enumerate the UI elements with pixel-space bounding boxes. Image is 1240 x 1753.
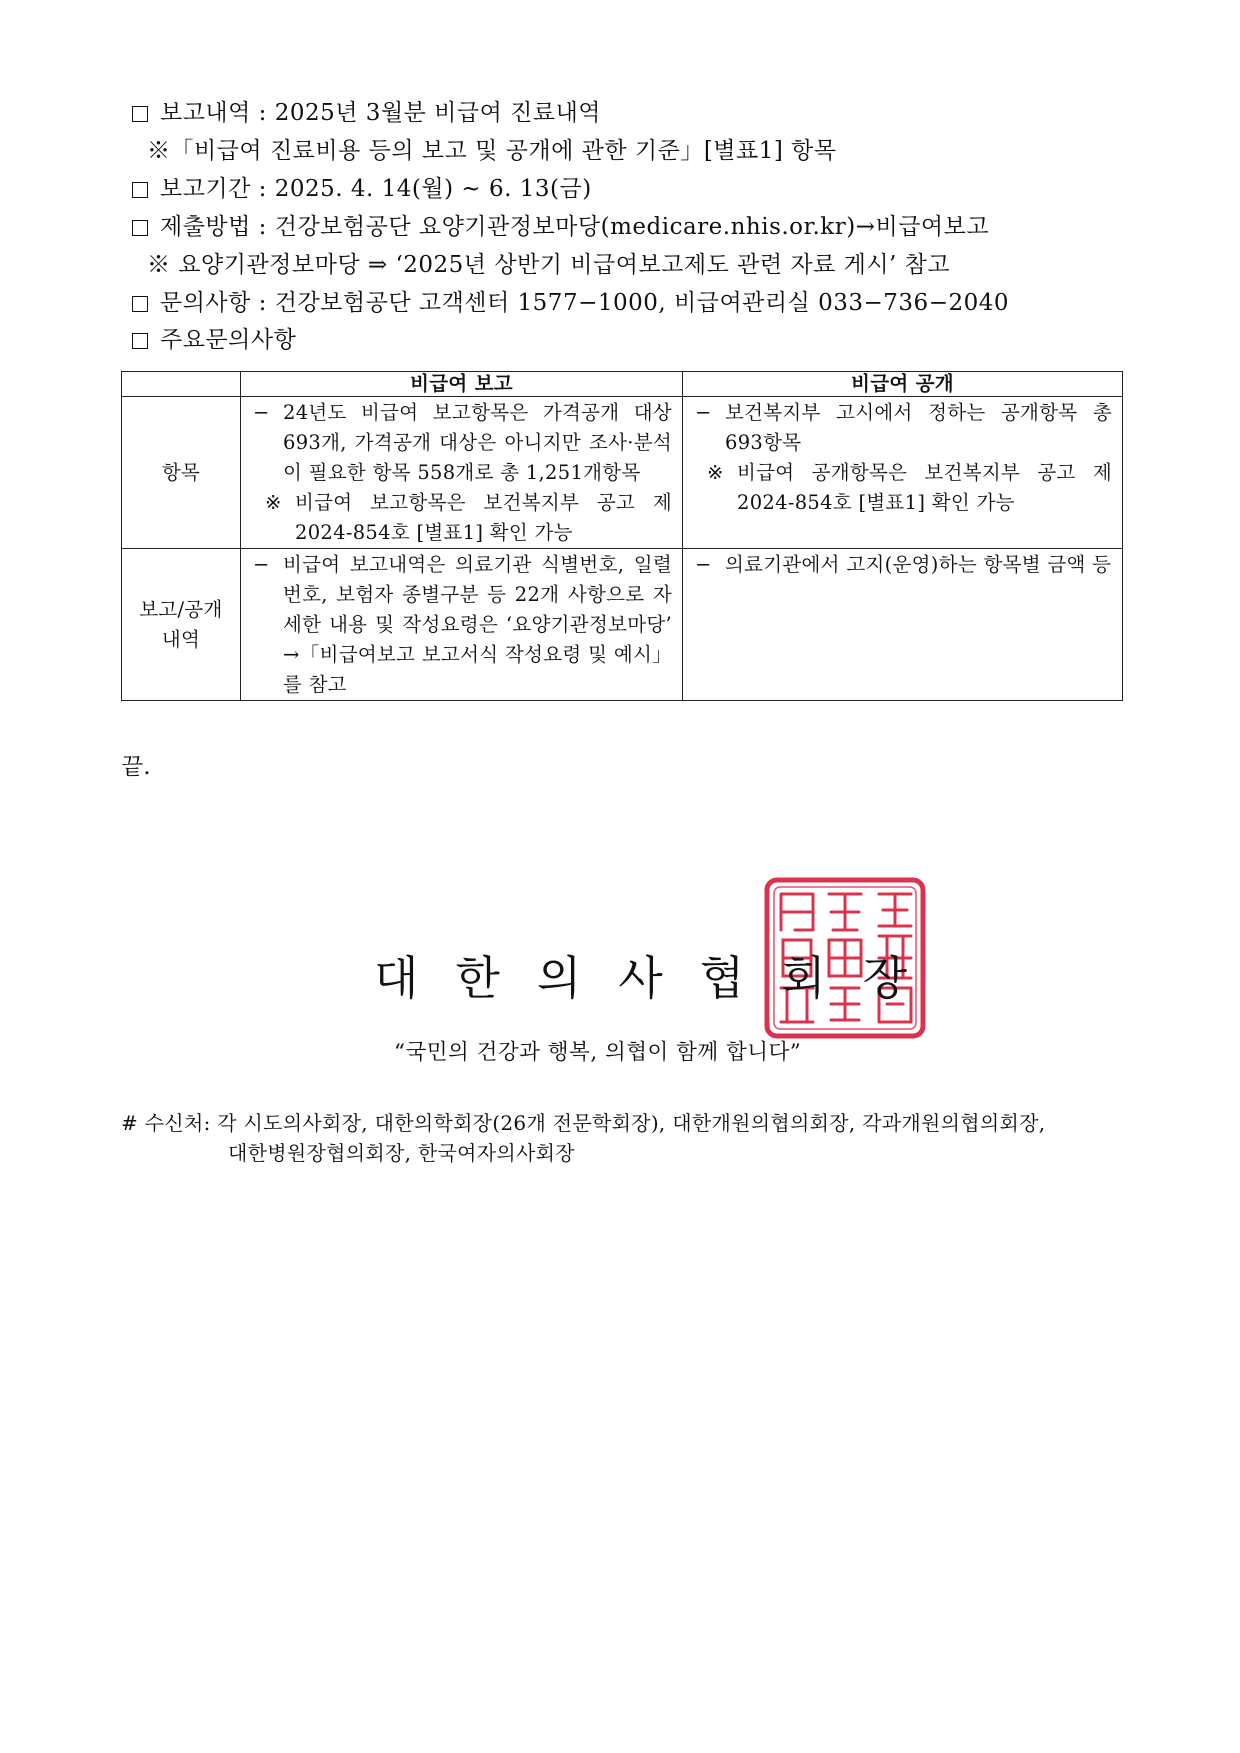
slogan: “국민의 건강과 행복, 의협이 함께 합니다”	[394, 1040, 802, 1065]
table-row	[122, 549, 1123, 701]
inquiries-line	[132, 288, 1009, 318]
report-period-line	[132, 174, 592, 204]
table-corner-cell	[122, 372, 241, 397]
main-faq-text: 주요문의사항	[160, 327, 297, 353]
report-basis-text: ※「비급여 진료비용 등의 보고 및 공개에 관한 기준」[별표1] 항목	[147, 138, 837, 164]
row-label-items: 항목	[122, 397, 241, 549]
note-item	[241, 488, 682, 548]
report-items-note: 비급여 보고항목은 보건복지부 공고 제2024-854호 [별표1] 확인 가능	[295, 491, 672, 544]
disclosure-details-text: 의료기관에서 고지(운영)하는 항목별 금액 등	[725, 553, 1112, 576]
column-header-disclosure: 비급여 공개	[683, 372, 1123, 397]
reference-note-text: ※ 요양기관정보마당 ⇒ ‘2025년 상반기 비급여보고제도 관련 자료 게시’ 참고	[147, 252, 951, 278]
note-mark: ※	[707, 461, 724, 484]
faq-table	[121, 371, 1123, 701]
disclosure-items-text: 보건복지부 고시에서 정하는 공개항목 총 693항목	[725, 401, 1112, 454]
list-item	[683, 397, 1122, 458]
report-details-cell	[241, 549, 683, 701]
main-faq-line	[132, 325, 296, 355]
inquiries-text: 문의사항 : 건강보험공단 고객센터 1577−1000, 비급여관리실 033−736−2040	[160, 290, 1010, 316]
recipients-line-2: 대한병원장협의회장, 한국여자의사회장	[228, 1141, 575, 1165]
column-header-report: 비급여 보고	[241, 372, 683, 397]
checkbox-bullet-icon	[132, 296, 148, 312]
checkbox-bullet-icon	[132, 333, 148, 349]
dash-bullet: −	[253, 553, 270, 576]
signature-title: 대한의사협회장	[374, 951, 945, 1005]
list-item	[241, 397, 682, 488]
dash-bullet: −	[695, 553, 712, 576]
note-item	[683, 458, 1122, 518]
row-label-details: 보고/공개 내역	[122, 549, 241, 701]
checkbox-bullet-icon	[132, 220, 148, 236]
report-items-text: 24년도 비급여 보고항목은 가격공개 대상 693개, 가격공개 대상은 아니지만 조사·분석이 필요한 항목 558개로 총 1,251개항목	[283, 401, 672, 484]
report-details-text: 비급여 보고내역은 의료기관 식별번호, 일렬번호, 보험자 종별구분 등 22개 사항으로 자세한 내용 및 작성요령은 ‘요양기관정보마당’ →「비급여보고 보고서식 작성요령 및 예시」를 참고	[283, 553, 672, 696]
reference-note-line	[147, 250, 950, 280]
note-mark: ※	[265, 491, 282, 514]
dash-bullet: −	[253, 401, 270, 424]
checkbox-bullet-icon	[132, 106, 148, 122]
dash-bullet: −	[695, 401, 712, 424]
report-basis-line	[147, 136, 837, 166]
list-item	[241, 549, 682, 700]
list-item	[683, 549, 1122, 580]
disclosure-items-cell	[683, 397, 1123, 549]
recipients	[121, 1108, 1045, 1168]
table-row	[122, 397, 1123, 549]
checkbox-bullet-icon	[132, 182, 148, 198]
report-period-text: 보고기간 : 2025. 4. 14(월) ~ 6. 13(금)	[160, 176, 592, 202]
disclosure-items-note: 비급여 공개항목은 보건복지부 공고 제2024-854호 [별표1] 확인 가능	[737, 461, 1112, 514]
report-content-text: 보고내역 : 2025년 3월분 비급여 진료내역	[160, 100, 602, 126]
end-mark: 끝.	[121, 754, 151, 780]
submission-method-line	[132, 212, 989, 242]
recipients-line-1: # 수신처: 각 시도의사회장, 대한의학회장(26개 전문학회장), 대한개원의협의회장, 각과개원의협의회장,	[121, 1111, 1046, 1135]
submission-method-text: 제출방법 : 건강보험공단 요양기관정보마당(medicare.nhis.or.kr)→비급여보고	[160, 214, 990, 240]
report-content-line	[132, 98, 601, 128]
disclosure-details-cell	[683, 549, 1123, 701]
table-header-row	[122, 372, 1123, 397]
report-items-cell	[241, 397, 683, 549]
